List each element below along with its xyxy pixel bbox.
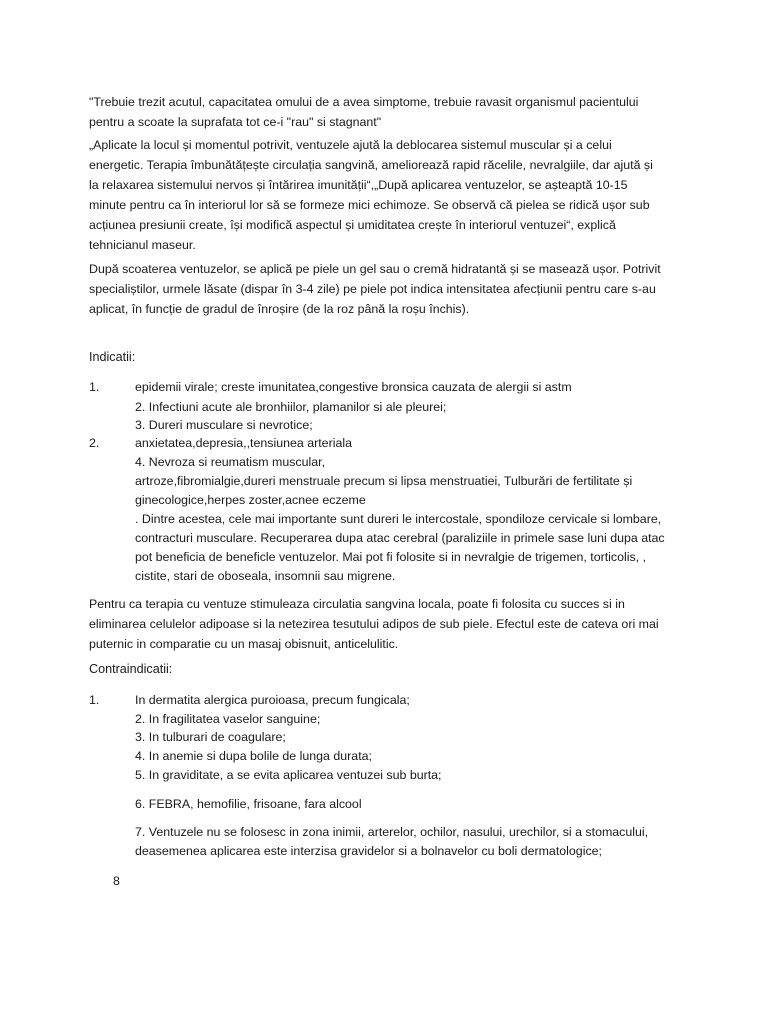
page-number: 8 <box>113 874 120 888</box>
list-subitem: artroze,fibromialgie,dureri menstruale precum si lipsa menstruatiei, Tulburări de fertilitate și <box>135 474 633 488</box>
list-subitem: 3. Dureri musculare si nevrotice; <box>135 418 313 432</box>
paragraph-line: minute pentru ca în interiorul lor să se formeze mici echimoze. Se observă că pielea se ridică ușor sub <box>89 198 650 212</box>
paragraph-line: Pentru ca terapia cu ventuze stimuleaza circulatia sangvina locala, poate fi folosita cu succes si in <box>89 597 625 611</box>
terapia-paragraph <box>89 594 681 654</box>
paragraph-line: "Trebuie trezit acutul, capacitatea omului de a avea simptome, trebuie ravasit organismul pacientului <box>89 95 639 109</box>
list-subitem: 7. Ventuzele nu se folosesc in zona inimii, arterelor, ochilor, nasului, urechilor, si a stomacului, <box>135 825 649 839</box>
list-item <box>89 433 681 453</box>
paragraph-line: energetic. Terapia îmbunătățește circulația sangvină, ameliorează rapid răcelile, nevralgiile, dar ajută și <box>89 158 653 172</box>
paragraph-line: puternic in comparatie cu un masaj obisnuit, anticelulitic. <box>89 637 399 651</box>
contraindicatii-heading: Contraindicatii: <box>89 662 173 676</box>
paragraph-line: „Aplicate la locul și momentul potrivit, ventuzele ajută la deblocarea sistemul muscular și a celui <box>89 138 612 152</box>
list-text: In dermatita alergica puroioasa, precum fungicala; <box>135 693 410 707</box>
list-item <box>89 690 681 710</box>
list-number: 2. <box>89 436 100 450</box>
indicatii-heading: Indicatii: <box>89 350 136 364</box>
list-number: 1. <box>89 380 100 394</box>
list-subitem: 2. In fragilitatea vaselor sanguine; <box>135 712 321 726</box>
list-subitem: cistite, stari de oboseala, insomnii sau migrene. <box>135 569 396 583</box>
list-subitem: 2. Infectiuni acute ale bronhiilor, plamanilor si ale pleurei; <box>135 400 447 414</box>
paragraph-line: specialiștilor, urmele lăsate (dispar în 3-4 zile) pe piele pot indica intensitatea afecțiunii pentru care s-au <box>89 282 656 296</box>
paragraph-line: După scoaterea ventuzelor, se aplică pe piele un gel sau o cremă hidratantă și se masează ușor. Potrivit <box>89 262 661 276</box>
scoaterea-paragraph <box>89 259 681 319</box>
list-subitem: contracturi musculare. Recuperarea dupa atac cerebral (paraliziile in primele sase luni dupa atac <box>135 531 665 545</box>
list-subitem: 3. In tulburari de coagulare; <box>135 730 286 744</box>
paragraph-line: acțiunea presiunii create, își modifică aspectul și umiditatea crește în interiorul ventuzei“, explică <box>89 218 616 232</box>
quote-paragraph <box>89 92 681 132</box>
list-subitem: 5. In graviditate, a se evita aplicarea ventuzei sub burta; <box>135 768 442 782</box>
paragraph-line: tehnicianul maseur. <box>89 238 196 252</box>
list-subitem: 4. Nevroza si reumatism muscular, <box>135 455 326 469</box>
list-subitem: 4. In anemie si dupa bolile de lunga durata; <box>135 749 372 763</box>
list-subitem: ginecologice,herpes zoster,acnee eczeme <box>135 493 366 507</box>
list-subitem: pot beneficia de beneficle ventuzelor. Mai pot fi folosite si in nevralgie de trigemen, torticolis, , <box>135 550 647 564</box>
list-text: epidemii virale; creste imunitatea,congestive bronsica cauzata de alergii si astm <box>135 380 572 394</box>
paragraph-line: la relaxarea sistemului nervos și întărirea imunității“,„După aplicarea ventuzelor, se așteaptă 10-15 <box>89 178 628 192</box>
list-subitem: 6. FEBRA, hemofilie, frisoane, fara alcool <box>135 797 362 811</box>
list-subitem: deasemenea aplicarea este interzisa gravidelor si a bolnavelor cu boli dermatologice; <box>135 844 602 858</box>
paragraph-line: pentru a scoate la suprafata tot ce-i "rau" si stagnant" <box>89 115 382 129</box>
paragraph-line: aplicat, în funcție de gradul de înroșire (de la roz până la roșu închis). <box>89 302 470 316</box>
list-text: anxietatea,depresia,,tensiunea arteriala <box>135 436 352 450</box>
list-item <box>89 377 681 397</box>
aplicate-paragraph <box>89 135 681 255</box>
list-subitem: . Dintre acestea, cele mai importante sunt dureri le intercostale, spondiloze cervicale si lombare, <box>135 512 662 526</box>
paragraph-line: eliminarea celulelor adipoase si la netezirea tesutului adipos de sub piele. Efectul este de cateva ori mai <box>89 617 659 631</box>
list-number: 1. <box>89 693 100 707</box>
